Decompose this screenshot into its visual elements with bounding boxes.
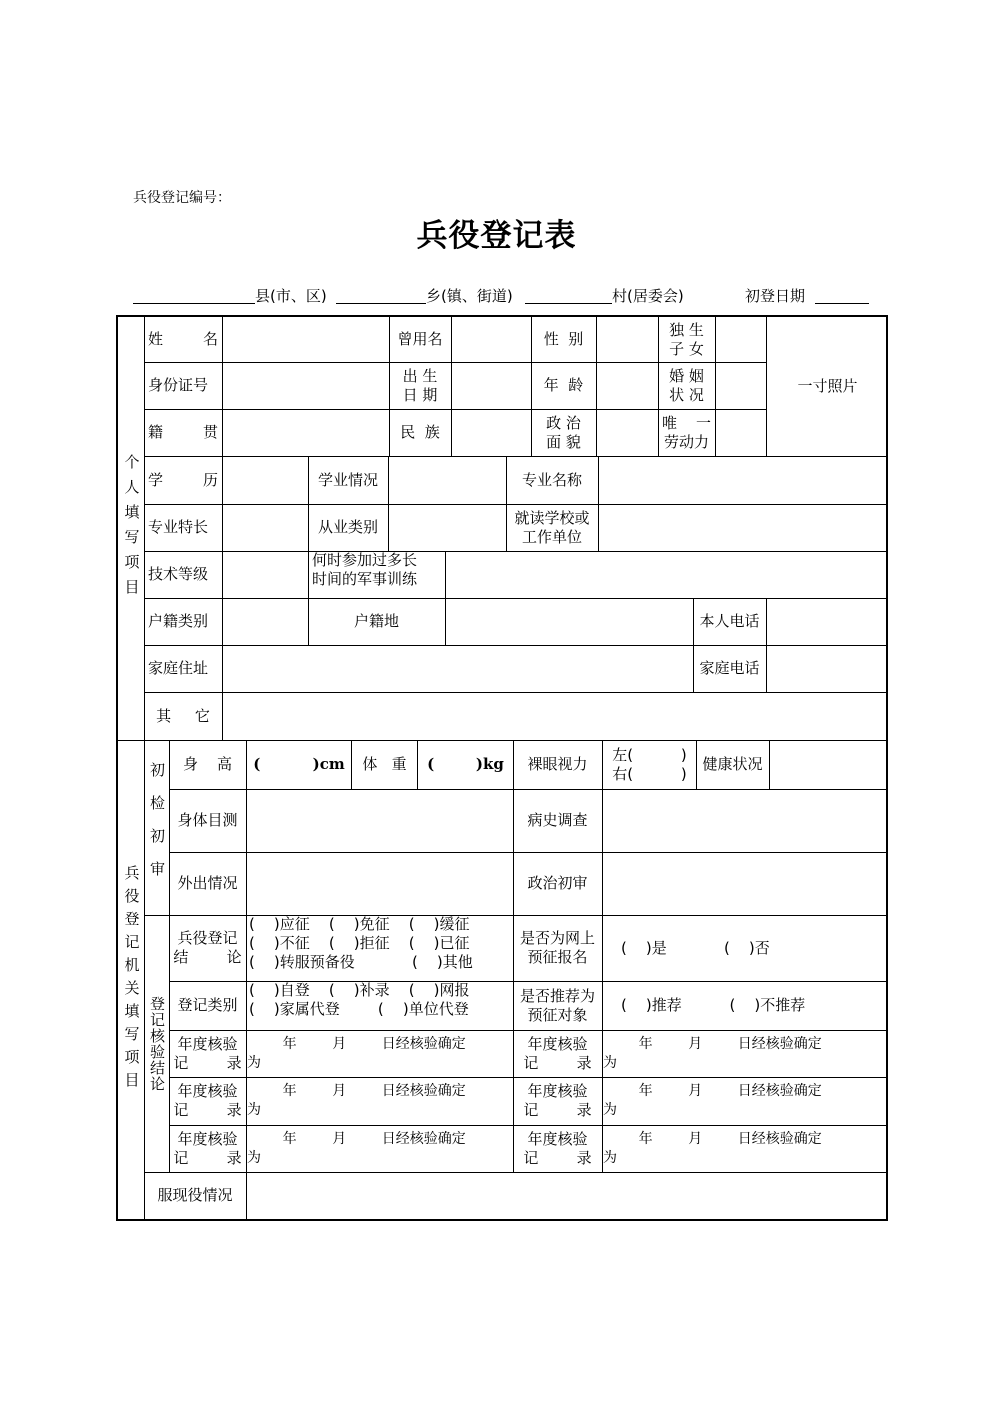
initial-check-label: 初检初审 <box>148 761 166 894</box>
photo-box[interactable]: 一寸照片 <box>797 377 858 395</box>
reg-type-options[interactable]: ( )自登 ( )补录 ( )网报 ( )家属代登 ( )单位代登 <box>249 981 470 1018</box>
annual-record-1[interactable]: 年 月 日经核验确定 为 <box>247 1035 466 1071</box>
school-work-label: 就读学校或 工作单位 <box>514 508 590 546</box>
birth-date-label: 出 生 日 期 <box>402 366 438 404</box>
home-address-field[interactable] <box>223 645 693 692</box>
home-address-label: 家庭住址 <box>148 659 209 677</box>
recommend-options[interactable]: ( )推荐 ( )不推荐 <box>621 996 806 1014</box>
hukou-place-field[interactable] <box>446 598 693 645</box>
ethnicity-label: 民 族 <box>400 423 440 441</box>
physical-obs-label: 身体目测 <box>177 811 238 829</box>
id-number-field[interactable] <box>223 362 389 409</box>
online-label: 是否为网上 预征报名 <box>519 929 595 966</box>
military-training-label: 何时参加过多长 时间的军事训练 <box>312 551 418 588</box>
village-label: 村(居委会) <box>612 287 684 305</box>
gender-label: 性 别 <box>543 330 584 348</box>
ethnicity-field[interactable] <box>452 409 531 456</box>
township-blank[interactable] <box>336 285 426 304</box>
health-label: 健康状况 <box>702 755 763 773</box>
military-training-field[interactable] <box>446 551 888 598</box>
township-label: 乡(镇、街道) <box>426 287 513 305</box>
only-child-field[interactable] <box>716 317 766 362</box>
native-place-field[interactable] <box>223 409 389 456</box>
hukou-place-label: 户籍地 <box>353 612 399 630</box>
former-name-field[interactable] <box>452 317 531 362</box>
annual-label-1: 年度核验 记 录 <box>173 1034 242 1072</box>
political-field[interactable] <box>597 409 658 456</box>
annual-record-3[interactable]: 年 月 日经核验确定 为 <box>247 1083 466 1118</box>
annual-record-4[interactable]: 年 月 日经核验确定 为 <box>603 1083 822 1118</box>
medical-history-label: 病史调查 <box>527 811 588 829</box>
weight-field[interactable]: ( )kg <box>427 755 504 773</box>
tech-grade-field[interactable] <box>223 551 308 598</box>
tech-grade-label: 技术等级 <box>148 565 209 583</box>
physical-obs-field[interactable] <box>247 789 513 852</box>
annual-record-5[interactable]: 年 月 日经核验确定 为 <box>247 1130 466 1166</box>
conclusion-label: 兵役登记 结 论 <box>173 929 242 966</box>
age-label: 年 龄 <box>543 376 584 394</box>
online-options[interactable]: ( )是 ( )否 <box>621 938 770 957</box>
weight-label: 体 重 <box>362 755 407 773</box>
annual-record-6[interactable]: 年 月 日经核验确定 为 <box>603 1130 822 1166</box>
height-field[interactable]: ( )cm <box>253 755 345 773</box>
home-phone-field[interactable] <box>767 645 888 692</box>
specialty-field[interactable] <box>223 504 308 551</box>
occupation-field[interactable] <box>389 504 506 551</box>
id-number-label: 身份证号 <box>148 376 209 394</box>
school-work-field[interactable] <box>599 504 888 551</box>
registration-number-label: 兵役登记编号： <box>133 190 231 206</box>
major-label: 专业名称 <box>521 470 582 489</box>
study-status-label: 学业情况 <box>317 470 378 489</box>
recommend-label: 是否推荐为 预征对象 <box>519 986 595 1024</box>
political-review-field[interactable] <box>603 852 888 915</box>
education-field[interactable] <box>223 456 308 504</box>
only-child-label: 独 生 子 女 <box>669 320 704 358</box>
phone-field[interactable] <box>767 598 888 645</box>
reg-type-label: 登记类别 <box>177 996 238 1014</box>
county-label: 县(市、区) <box>255 287 327 305</box>
vision-field[interactable]: 左( ) 右( ) <box>612 745 687 783</box>
marital-field[interactable] <box>716 362 766 409</box>
annual-label-3: 年度核验 记 录 <box>173 1082 242 1119</box>
service-field[interactable] <box>247 1172 888 1219</box>
name-field[interactable] <box>223 317 389 362</box>
political-review-label: 政治初审 <box>527 874 588 892</box>
native-place-label: 籍 贯 <box>148 423 218 441</box>
registration-form-table <box>116 315 888 1221</box>
major-field[interactable] <box>599 456 888 504</box>
home-phone-label: 家庭电话 <box>699 659 760 677</box>
other-field[interactable] <box>223 692 888 740</box>
sole-labor-label: 唯 一 劳动力 <box>661 413 712 451</box>
annual-label-5: 年度核验 记 录 <box>173 1129 242 1167</box>
first-reg-date-blank[interactable] <box>815 285 869 304</box>
height-label: 身 高 <box>182 755 233 773</box>
gender-field[interactable] <box>597 317 658 362</box>
name-label: 姓 名 <box>148 330 218 348</box>
county-blank[interactable] <box>133 285 255 304</box>
verification-label: 登记核验结论 <box>148 995 166 1092</box>
hukou-type-field[interactable] <box>223 598 308 645</box>
annual-label-2: 年度核验 记 录 <box>523 1034 592 1072</box>
agency-section-label: 兵役登记机关填写项目 <box>122 864 141 1095</box>
age-field[interactable] <box>597 362 658 409</box>
medical-history-field[interactable] <box>603 789 888 852</box>
education-label: 学 历 <box>148 470 218 489</box>
form-title: 兵役登记表 <box>416 218 577 254</box>
marital-label: 婚 姻 状 况 <box>669 366 704 404</box>
phone-label: 本人电话 <box>699 612 760 630</box>
conclusion-options[interactable]: ( )应征 ( )免征 ( )缓征 ( )不征 ( )拒征 ( )已征 ( )转服预备役 ( )其他 <box>249 915 473 971</box>
personal-section-label-text: 个人填写项目 <box>122 453 141 604</box>
travel-label: 外出情况 <box>177 874 238 892</box>
travel-field[interactable] <box>247 852 513 915</box>
vision-label: 裸眼视力 <box>527 755 588 773</box>
health-field[interactable] <box>770 740 888 789</box>
birth-date-field[interactable] <box>452 362 531 409</box>
former-name-label: 曾用名 <box>397 330 443 348</box>
village-blank[interactable] <box>525 285 612 304</box>
service-label: 服现役情况 <box>157 1186 233 1204</box>
other-label: 其 它 <box>156 706 210 725</box>
annual-label-6: 年度核验 记 录 <box>523 1129 592 1167</box>
address-line <box>133 285 873 307</box>
annual-label-4: 年度核验 记 录 <box>523 1082 592 1119</box>
first-reg-date-label: 初登日期 <box>745 287 806 305</box>
hukou-type-label: 户籍类别 <box>148 612 209 630</box>
political-label: 政 治 面 貌 <box>546 413 581 451</box>
occupation-label: 从业类别 <box>317 518 378 536</box>
study-status-field[interactable] <box>389 456 506 504</box>
sole-labor-field[interactable] <box>716 409 766 456</box>
specialty-label: 专业特长 <box>148 518 209 536</box>
annual-record-2[interactable]: 年 月 日经核验确定 为 <box>603 1035 822 1071</box>
